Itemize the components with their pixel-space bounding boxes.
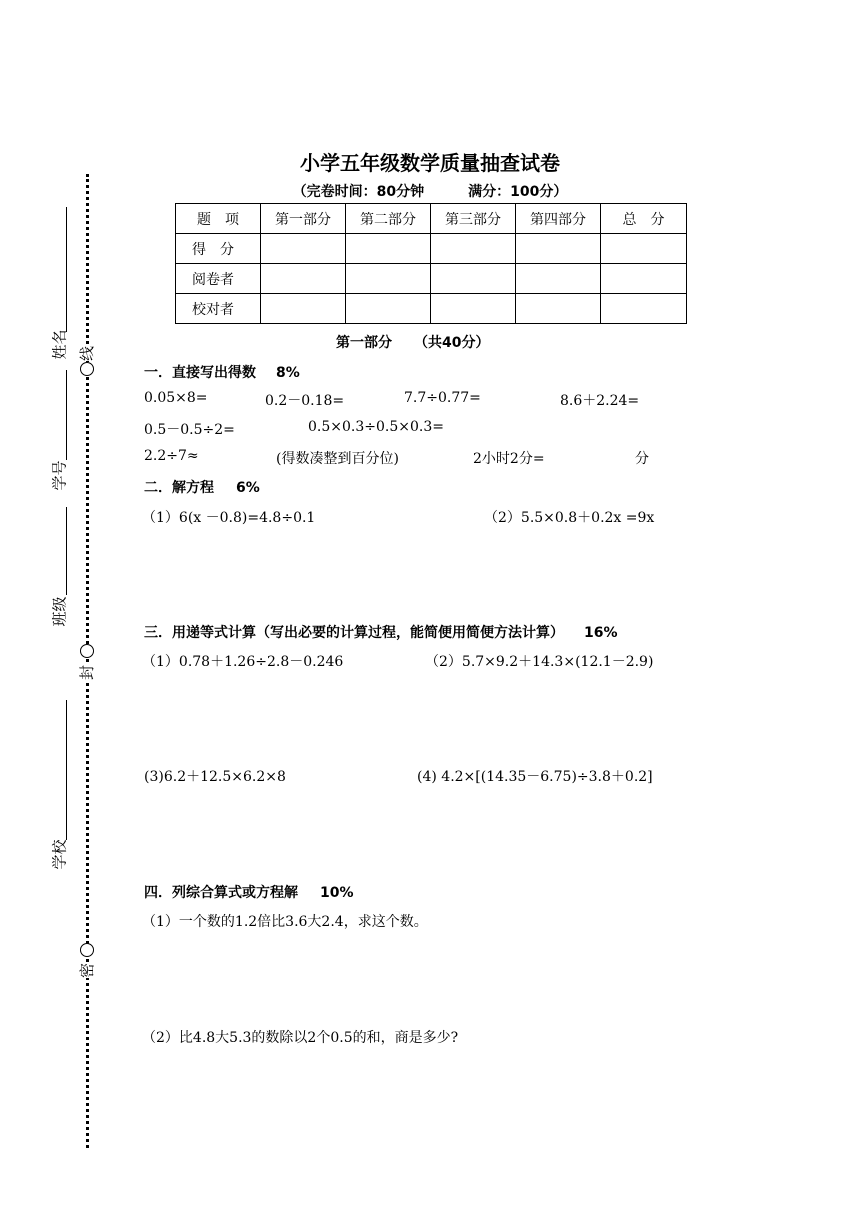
score-cell[interactable] <box>261 234 346 264</box>
table-header-cell: 第三部分 <box>431 204 516 234</box>
score-cell[interactable] <box>431 264 516 294</box>
s3-q1: （1）0.78＋1.26÷2.8－0.246 <box>142 654 344 670</box>
margin-label-line: 线 <box>78 345 97 362</box>
table-row <box>176 234 687 264</box>
s1-q4: 8.6＋2.24= <box>560 393 640 409</box>
score-table <box>175 203 687 324</box>
section2-heading <box>144 477 260 497</box>
section1-score: 8% <box>276 365 300 381</box>
table-row-label: 得 分 <box>176 234 261 264</box>
class-label: 班级 <box>50 596 69 627</box>
s1-q5: 0.5－0.5÷2= <box>144 422 235 438</box>
table-row-label: 阅卷者 <box>176 264 261 294</box>
s2-q1: （1）6(x －0.8)=4.8÷0.1 <box>142 510 316 526</box>
score-cell[interactable] <box>431 234 516 264</box>
class-field-line <box>66 507 67 595</box>
name-label: 姓名 <box>50 329 69 360</box>
s1-q7: 2.2÷7≈ <box>144 448 199 464</box>
exam-time: （完卷时间：80分钟 <box>292 184 425 200</box>
table-header-cell: 第二部分 <box>346 204 431 234</box>
table-header-cell: 第四部分 <box>516 204 601 234</box>
part1-heading <box>336 332 489 352</box>
table-row <box>176 204 687 234</box>
circle-mark-secret <box>80 943 94 957</box>
table-header-cell: 总 分 <box>601 204 687 234</box>
school-label: 学校 <box>50 839 69 870</box>
table-row-label: 校对者 <box>176 294 261 324</box>
s1-q3: 7.7÷0.77= <box>404 390 481 406</box>
school-field-line <box>66 700 67 840</box>
exam-full-score: 满分：100分） <box>468 184 568 200</box>
circle-mark-seal <box>80 644 94 658</box>
table-header-cell: 第一部分 <box>261 204 346 234</box>
s2-q2: （2）5.5×0.8＋0.2x =9x <box>484 510 655 526</box>
table-header-cell: 题 项 <box>176 204 261 234</box>
s3-q3: (3)6.2＋12.5×6.2×8 <box>144 769 286 785</box>
s1-q7-note: (得数凑整到百分位) <box>276 451 399 467</box>
section1-title: 一．直接写出得数 <box>144 365 256 381</box>
s4-q1: （1）一个数的1.2倍比3.6大2.4，求这个数。 <box>142 914 428 930</box>
section2-title: 二．解方程 <box>144 480 214 496</box>
score-cell[interactable] <box>346 234 431 264</box>
s1-q8-unit: 分 <box>635 451 649 467</box>
part1-title: 第一部分 <box>336 335 392 351</box>
margin-label-secret: 密 <box>78 962 97 979</box>
score-cell[interactable] <box>346 294 431 324</box>
exam-subtitle <box>0 181 860 201</box>
table-row <box>176 294 687 324</box>
s1-q8: 2小时2分= <box>473 451 545 467</box>
score-cell[interactable] <box>601 294 687 324</box>
section3-heading <box>144 622 618 642</box>
score-cell[interactable] <box>601 264 687 294</box>
table-row <box>176 264 687 294</box>
score-cell[interactable] <box>261 264 346 294</box>
score-cell[interactable] <box>516 234 601 264</box>
score-cell[interactable] <box>601 234 687 264</box>
score-cell[interactable] <box>431 294 516 324</box>
score-cell[interactable] <box>346 264 431 294</box>
s1-q1: 0.05×8= <box>144 390 208 406</box>
s3-q2: （2）5.7×9.2＋14.3×(12.1－2.9) <box>425 654 654 670</box>
page-title: 小学五年级数学质量抽查试卷 <box>300 151 560 175</box>
section3-title: 三．用递等式计算（写出必要的计算过程，能简便用简便方法计算） <box>144 625 564 641</box>
section1-heading <box>144 362 300 382</box>
s4-q2: （2）比4.8大5.3的数除以2个0.5的和，商是多少? <box>142 1030 459 1046</box>
number-field-line <box>66 370 67 460</box>
section4-title: 四．列综合算式或方程解 <box>144 885 298 901</box>
section3-score: 16% <box>584 625 618 641</box>
section4-heading <box>144 882 354 902</box>
part1-points: （共40分） <box>414 335 490 351</box>
section2-score: 6% <box>236 480 260 496</box>
name-field-line <box>66 207 67 332</box>
section4-score: 10% <box>320 885 354 901</box>
s1-q2: 0.2－0.18= <box>265 393 345 409</box>
margin-label-seal: 封 <box>78 664 97 681</box>
circle-mark-line <box>80 362 94 376</box>
number-label: 学号 <box>50 460 69 491</box>
score-cell[interactable] <box>516 294 601 324</box>
score-cell[interactable] <box>516 264 601 294</box>
s1-q6: 0.5×0.3÷0.5×0.3= <box>308 419 444 435</box>
score-cell[interactable] <box>261 294 346 324</box>
binding-dotted-line <box>86 174 89 1148</box>
s3-q4: (4) 4.2×[(14.35－6.75)÷3.8＋0.2] <box>417 769 653 785</box>
